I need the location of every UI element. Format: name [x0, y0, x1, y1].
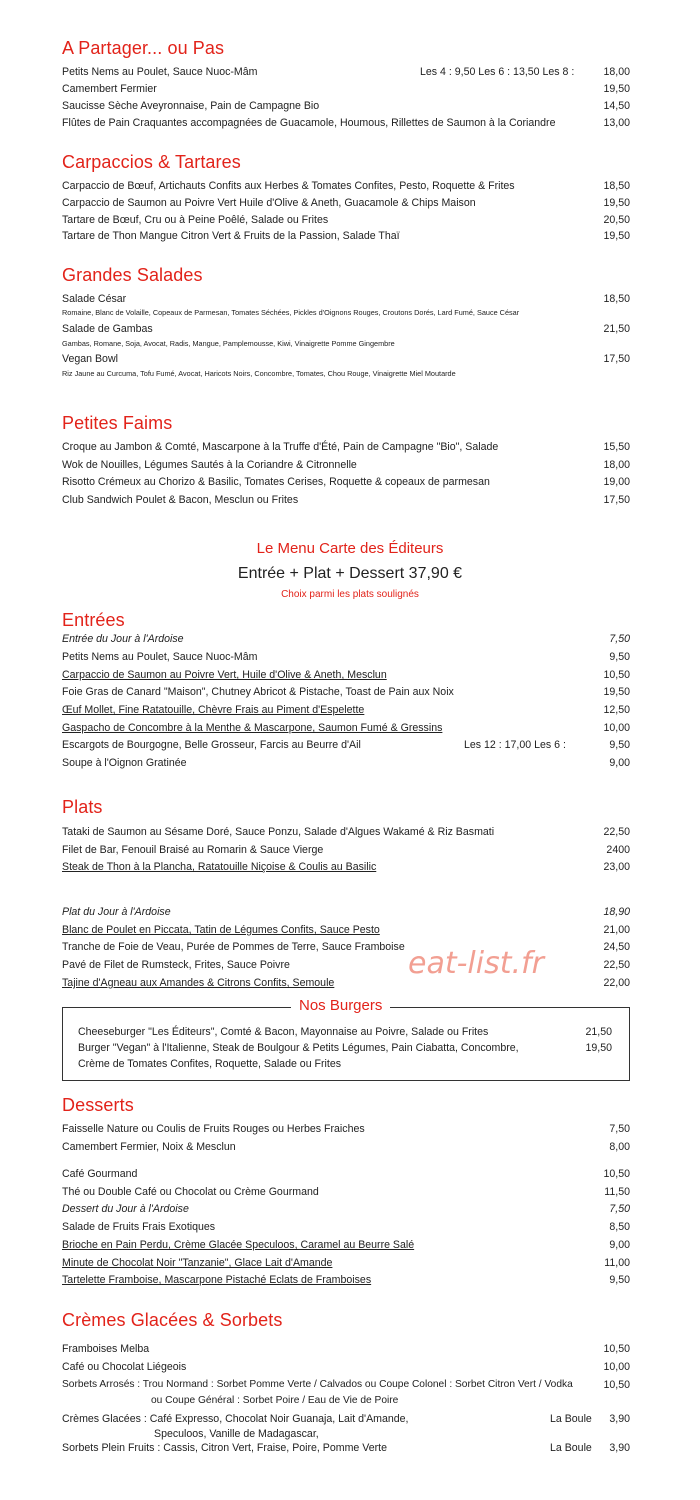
item-price: 19,00	[603, 476, 630, 488]
menu-item	[62, 1440, 630, 1456]
item-price: 8,00	[609, 1141, 630, 1153]
item-description: Romaine, Blanc de Volaille, Copeaux de Parmesan, Tomates Séchées, Pickles d'Oignons Rouges, Croutons Dorés, Lard Fumé, Sauce César	[62, 308, 520, 317]
item-price: 9,50	[609, 739, 630, 751]
menu-item	[62, 1255, 630, 1271]
menu-item	[62, 939, 630, 955]
item-name: ou Coupe Général : Sorbet Poire / Eau de Vie de Poire	[151, 1395, 399, 1406]
menu-item	[78, 1024, 612, 1040]
section-title-carpaccios: Carpaccios & Tartares	[62, 152, 241, 172]
item-price: 23,00	[603, 861, 630, 873]
menu-item	[62, 195, 630, 211]
item-name: Café ou Chocolat Liégeois	[62, 1361, 187, 1373]
item-name: Salade de Gambas	[62, 323, 153, 335]
item-name: Blanc de Poulet en Piccata, Tatin de Légumes Confits, Sauce Pesto	[62, 924, 380, 936]
item-price: 9,00	[609, 757, 630, 769]
menu-item	[62, 720, 630, 736]
item-price: 19,50	[603, 83, 630, 95]
item-price: 18,00	[603, 66, 630, 78]
item-name: Camembert Fermier	[62, 83, 157, 95]
menu-item	[62, 291, 630, 307]
menu-item	[62, 1359, 630, 1375]
item-name: Foie Gras de Canard "Maison", Chutney Abricot & Pistache, Toast de Pain aux Noix	[62, 686, 454, 698]
item-price: 7,50	[609, 1203, 630, 1215]
item-name: Burger "Vegan" à l'Italienne, Steak de Boulgour & Petits Légumes, Pain Ciabatta, Concombre,	[78, 1042, 519, 1054]
menu-item	[62, 1184, 630, 1200]
item-unit: La Boule	[550, 1413, 592, 1425]
item-price: 9,50	[609, 1274, 630, 1286]
item-price: 9,00	[609, 1239, 630, 1251]
item-name: Tataki de Saumon au Sésame Doré, Sauce Ponzu, Salade d'Algues Wakamé & Riz Basmati	[62, 826, 495, 838]
menu-item	[62, 842, 630, 858]
menu-item	[62, 1121, 630, 1137]
item-price: 22,50	[603, 826, 630, 838]
item-price: 7,50	[609, 1123, 630, 1135]
menu-item	[62, 98, 630, 114]
item-price: 18,00	[603, 459, 630, 471]
item-name: Tranche de Foie de Veau, Purée de Pommes de Terre, Sauce Framboise	[62, 941, 405, 953]
menu-item	[62, 492, 630, 508]
item-name: Carpaccio de Bœuf, Artichauts Confits aux Herbes & Tomates Confites, Pesto, Roquette & Frites	[62, 180, 515, 192]
item-name: Sorbets Plein Fruits : Cassis, Citron Vert, Fraise, Poire, Pomme Verte	[62, 1442, 387, 1454]
item-name: Tajine d'Agneau aux Amandes & Citrons Confits, Semoule	[62, 977, 335, 989]
menu-item	[62, 755, 630, 771]
menu-item	[62, 474, 630, 490]
section-title-entrees: Entrées	[62, 610, 125, 630]
item-price: 8,50	[609, 1221, 630, 1233]
item-description: Gambas, Romane, Soja, Avocat, Radis, Mangue, Pamplemousse, Kiwi, Vinaigrette Pomme Gingembre	[62, 339, 395, 348]
item-price: 17,50	[603, 494, 630, 506]
item-price: 22,00	[603, 977, 630, 989]
item-price: 7,50	[609, 633, 630, 645]
menu-item	[62, 228, 630, 244]
item-price: 11,00	[604, 1257, 630, 1269]
item-name: Sorbets Arrosés : Trou Normand : Sorbet Pomme Verte / Calvados ou Coupe Colonel : Sorbet Citron Vert / Vodka	[62, 1379, 573, 1390]
item-name: Soupe à l'Oignon Gratinée	[62, 757, 187, 769]
menu-item	[62, 1377, 630, 1393]
section-title-burgers: Nos Burgers	[291, 997, 390, 1014]
menu-item	[62, 631, 630, 647]
item-price: 11,50	[604, 1186, 630, 1198]
menu-item	[62, 1139, 630, 1155]
item-price: 3,90	[609, 1413, 630, 1425]
menu-item	[62, 702, 630, 718]
menu-item	[62, 321, 630, 337]
item-name: Brioche en Pain Perdu, Crème Glacée Speculoos, Caramel au Beurre Salé	[62, 1239, 415, 1251]
section-title-desserts: Desserts	[62, 1095, 134, 1115]
item-name: Minute de Chocolat Noir "Tanzanie", Glace Lait d'Amande	[62, 1257, 333, 1269]
menu-item-continued	[78, 1056, 612, 1072]
item-name: Saucisse Sèche Aveyronnaise, Pain de Campagne Bio	[62, 100, 320, 112]
menu-item	[62, 81, 630, 97]
item-price: 19,50	[603, 197, 630, 209]
item-price: 19,50	[603, 230, 630, 242]
item-price: 19,50	[603, 686, 630, 698]
item-name: Tartare de Bœuf, Cru ou à Peine Poêlé, Salade ou Frites	[62, 214, 329, 226]
item-name: Framboises Melba	[62, 1343, 150, 1355]
item-price: 10,50	[603, 669, 630, 681]
item-price: 10,50	[603, 1379, 630, 1391]
item-name: Carpaccio de Saumon au Poivre Vert, Huile d'Olive & Aneth, Mesclun	[62, 669, 387, 681]
item-description: Riz Jaune au Curcuma, Tofu Fumé, Avocat, Haricots Noirs, Concombre, Tomates, Chou Rouge, Vinaigrette Miel Moutarde	[62, 369, 456, 378]
item-name: Speculoos, Vanille de Madagascar,	[154, 1428, 319, 1440]
menu-item	[62, 1411, 630, 1427]
item-price: 3,90	[609, 1442, 630, 1454]
item-price: 9,50	[609, 651, 630, 663]
item-price: 18,50	[603, 293, 630, 305]
item-portions: Les 4 : 9,50 Les 6 : 13,50 Les 8 :	[420, 66, 575, 78]
item-price: 10,00	[603, 1361, 630, 1373]
item-name: Plat du Jour à l'Ardoise	[62, 906, 171, 918]
menu-item	[78, 1040, 612, 1056]
menu-carte-note: Choix parmi les plats soulignés	[281, 589, 419, 600]
item-name: Petits Nems au Poulet, Sauce Nuoc-Mâm	[62, 651, 258, 663]
item-name: Gaspacho de Concombre à la Menthe & Mascarpone, Saumon Fumé & Gressins	[62, 722, 443, 734]
item-name: Croque au Jambon & Comté, Mascarpone à la Truffe d'Été, Pain de Campagne "Bio", Salade	[62, 441, 499, 453]
item-price: 20,50	[603, 214, 630, 226]
menu-item	[62, 737, 630, 753]
item-name: Tartare de Thon Mangue Citron Vert & Fruits de la Passion, Salade Thaï	[62, 230, 400, 242]
item-price: 24,50	[603, 941, 630, 953]
menu-item	[62, 351, 630, 367]
item-name: Dessert du Jour à l'Ardoise	[62, 1203, 189, 1215]
menu-item	[62, 64, 630, 80]
section-title-partager: A Partager... ou Pas	[62, 38, 225, 58]
item-name: Risotto Crémeux au Chorizo & Basilic, Tomates Cerises, Roquette & copeaux de parmesan	[62, 476, 490, 488]
item-price: 21,50	[603, 323, 630, 335]
menu-item	[62, 1166, 630, 1182]
menu-item	[62, 1237, 630, 1253]
item-price: 19,50	[585, 1042, 612, 1054]
item-name: Camembert Fermier, Noix & Mesclun	[62, 1141, 236, 1153]
item-price: 10,50	[603, 1343, 630, 1355]
item-price: 2400	[606, 844, 630, 856]
item-name: Escargots de Bourgogne, Belle Grosseur, Farcis au Beurre d'Ail	[62, 739, 361, 751]
item-name: Carpaccio de Saumon au Poivre Vert Huile d'Olive & Aneth, Guacamole & Chips Maison	[62, 197, 476, 209]
item-price: 21,00	[603, 924, 630, 936]
menu-item	[62, 1341, 630, 1357]
item-price: 10,50	[603, 1168, 630, 1180]
item-name: Cheeseburger "Les Éditeurs", Comté & Bacon, Mayonnaise au Poivre, Salade ou Frites	[78, 1026, 489, 1038]
menu-item	[62, 684, 630, 700]
menu-item	[62, 859, 630, 875]
item-portions: Les 12 : 17,00 Les 6 :	[464, 739, 566, 751]
menu-item	[62, 957, 630, 973]
item-name: Filet de Bar, Fenouil Braisé au Romarin & Sauce Vierge	[62, 844, 324, 856]
menu-item	[62, 649, 630, 665]
item-name: Club Sandwich Poulet & Bacon, Mesclun ou Frites	[62, 494, 299, 506]
item-price: 14,50	[603, 100, 630, 112]
menu-item	[62, 115, 630, 131]
item-price: 18,50	[603, 180, 630, 192]
menu-item	[62, 1219, 630, 1235]
item-price: 13,00	[603, 117, 630, 129]
item-name: Faisselle Nature ou Coulis de Fruits Rouges ou Herbes Fraiches	[62, 1123, 365, 1135]
menu-item	[62, 1272, 630, 1288]
item-name: Pavé de Filet de Rumsteck, Frites, Sauce Poivre	[62, 959, 290, 971]
item-price: 12,50	[603, 704, 630, 716]
section-title-plats: Plats	[62, 797, 103, 817]
item-name: Steak de Thon à la Plancha, Ratatouille Niçoise & Coulis au Basilic	[62, 861, 377, 873]
menu-item	[62, 922, 630, 938]
item-price: 15,50	[603, 441, 630, 453]
item-name: Café Gourmand	[62, 1168, 138, 1180]
item-price: 10,00	[603, 722, 630, 734]
item-name: Œuf Mollet, Fine Ratatouille, Chèvre Frais au Piment d'Espelette	[62, 704, 365, 716]
menu-item	[62, 439, 630, 455]
menu-item	[62, 904, 630, 920]
menu-carte-title: Le Menu Carte des Éditeurs	[256, 540, 444, 557]
item-name: Vegan Bowl	[62, 353, 118, 365]
item-price: 17,50	[603, 353, 630, 365]
item-name: Crèmes Glacées : Café Expresso, Chocolat Noir Guanaja, Lait d'Amande,	[62, 1413, 409, 1425]
section-title-glaces: Crèmes Glacées & Sorbets	[62, 1310, 283, 1330]
menu-item-continued	[62, 1393, 630, 1409]
menu-item	[62, 667, 630, 683]
item-name: Crème de Tomates Confites, Roquette, Salade ou Frites	[78, 1058, 342, 1070]
item-name: Tartelette Framboise, Mascarpone Pistaché Eclats de Framboises	[62, 1274, 372, 1286]
watermark: eat-list.fr	[408, 946, 544, 981]
item-name: Flûtes de Pain Craquantes accompagnées de Guacamole, Houmous, Rillettes de Saumon à la Coriandre	[62, 117, 556, 129]
item-name: Wok de Nouilles, Légumes Sautés à la Coriandre & Citronnelle	[62, 459, 357, 471]
section-title-salades: Grandes Salades	[62, 265, 203, 285]
item-name: Petits Nems au Poulet, Sauce Nuoc-Mâm	[62, 66, 258, 78]
item-price: 21,50	[585, 1026, 612, 1038]
menu-item	[62, 1201, 630, 1217]
item-name: Thé ou Double Café ou Chocolat ou Crème Gourmand	[62, 1186, 319, 1198]
item-price: 18,90	[603, 906, 630, 918]
menu-carte-formula: Entrée + Plat + Dessert 37,90 €	[237, 565, 463, 582]
menu-item	[62, 212, 630, 228]
menu-item	[62, 178, 630, 194]
menu-item	[62, 975, 630, 991]
item-name: Salade César	[62, 293, 127, 305]
item-unit: La Boule	[550, 1442, 592, 1454]
section-title-petites-faims: Petites Faims	[62, 413, 173, 433]
item-price: 22,50	[603, 959, 630, 971]
item-name: Salade de Fruits Frais Exotiques	[62, 1221, 216, 1233]
menu-item	[62, 457, 630, 473]
menu-item	[62, 824, 630, 840]
item-name: Entrée du Jour à l'Ardoise	[62, 633, 184, 645]
